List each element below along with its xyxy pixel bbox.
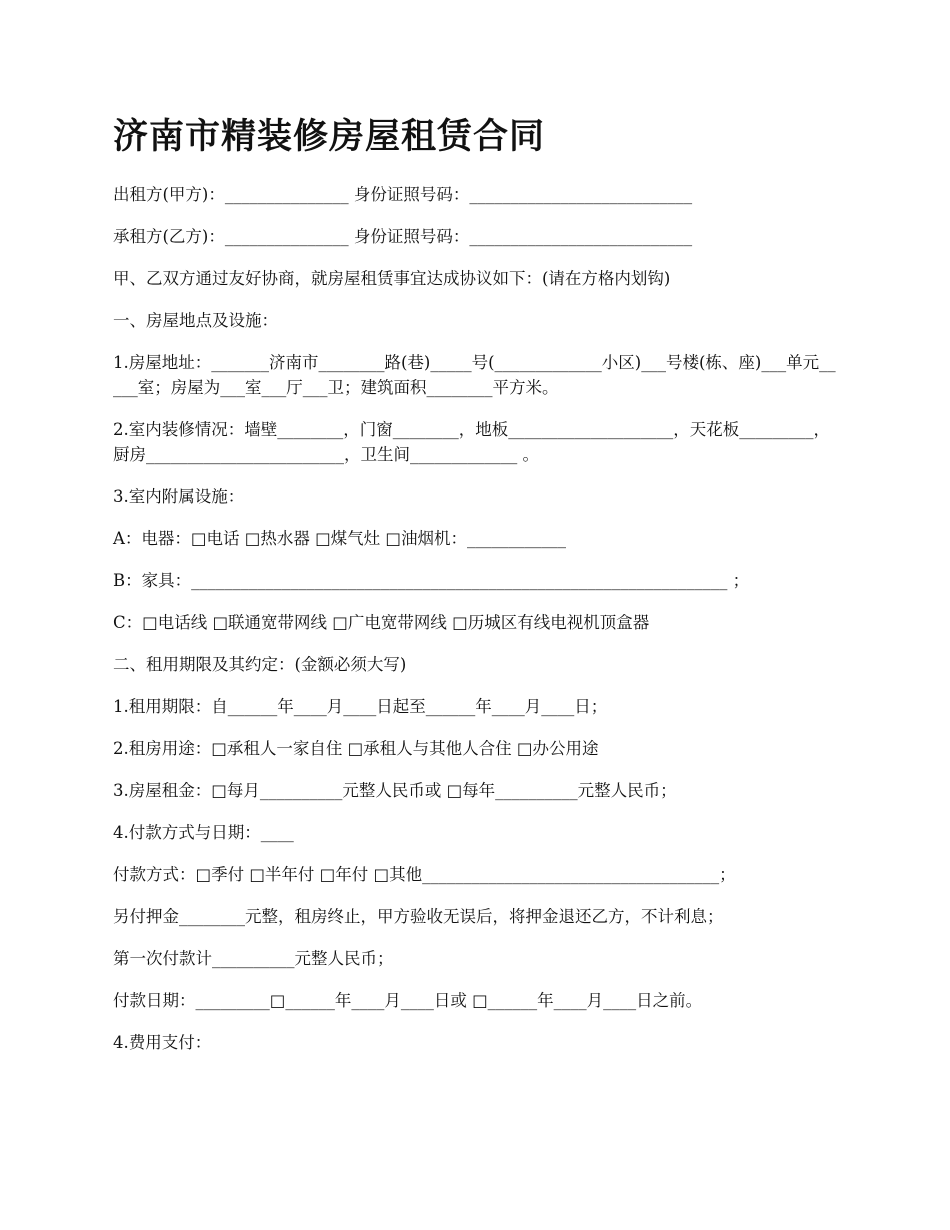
fee-payment-heading: 4.费用支付： — [113, 1033, 212, 1052]
appliances-clause: A：电器：□电话 □热水器 □煤气灶 □油烟机：____________ — [113, 529, 567, 548]
section-2-heading: 二、租用期限及其约定：(金额必须大写) — [113, 655, 407, 674]
lease-term-clause: 1.租用期限：自______年____月____日起至______年____月____日； — [113, 697, 608, 716]
payment-method-heading: 4.付款方式与日期：____ — [113, 823, 294, 842]
payment-method-clause: 付款方式：□季付 □半年付 □年付 □其他____________________________________； — [113, 865, 736, 884]
first-payment-clause: 第一次付款计__________元整人民币； — [113, 949, 394, 968]
payment-date-clause: 付款日期：_________□______年____月____日或 □______年____月____日之前。 — [113, 991, 703, 1010]
document-title: 济南市精装修房屋租赁合同 — [113, 117, 546, 157]
usage-clause: 2.租房用途：□承租人一家自住 □承租人与其他人合住 □办公用途 — [113, 739, 599, 758]
rent-clause: 3.房屋租金：□每月__________元整人民币或 □每年__________元整人民币； — [113, 781, 677, 800]
lessee-line: 承租方(乙方)：_______________ 身份证照号码：___________________________ — [113, 227, 693, 246]
section-1-heading: 一、房屋地点及设施： — [113, 311, 278, 330]
agreement-intro: 甲、乙双方通过友好协商，就房屋租赁事宜达成协议如下：(请在方格内划钩) — [113, 269, 671, 288]
house-address-clause: 1.房屋地址：_______济南市________路(巷)_____号(_____________小区)___号楼(栋、座)___单元_____室；房屋为___室___厅___卫；建筑面积________平方米。 — [113, 353, 836, 397]
deposit-clause: 另付押金________元整，租房终止，甲方验收无误后，将押金退还乙方，不计利息； — [113, 907, 724, 926]
facilities-heading: 3.室内附属设施： — [113, 487, 245, 506]
network-clause: C：□电话线 □联通宽带网线 □广电宽带网线 □历城区有线电视机顶盒器 — [113, 613, 650, 632]
document-page — [113, 108, 843, 1072]
lessor-line: 出租方(甲方)：_______________ 身份证照号码：___________________________ — [113, 185, 693, 204]
furniture-clause: B：家具：_________________________________________________________________ ； — [113, 571, 750, 590]
decoration-clause: 2.室内装修情况：墙壁________，门窗________，地板____________________，天花板_________，厨房________________________，卫生间_____________ 。 — [113, 420, 830, 464]
